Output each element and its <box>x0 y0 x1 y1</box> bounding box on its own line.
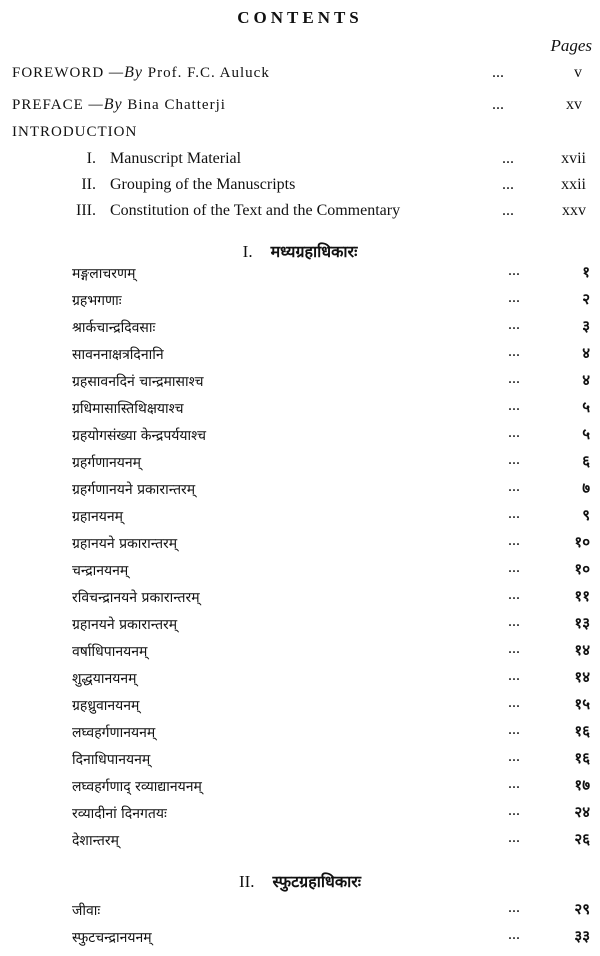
page-number: ५ <box>582 398 590 416</box>
leader-dots: ... <box>502 176 514 193</box>
page-number: ४ <box>582 371 590 389</box>
page-title: CONTENTS <box>237 8 363 27</box>
section-heading <box>0 870 600 892</box>
leader-dots: ... <box>508 532 520 549</box>
entry-title: वर्षाधिपानयनम् <box>72 644 148 660</box>
leader-dots: ... <box>508 289 520 306</box>
toc-entry <box>0 397 600 424</box>
entry-title: ग्रहसावनदिनं चान्द्रमासाश्च <box>72 374 204 390</box>
page-number: xxv <box>562 202 586 219</box>
introduction-item <box>0 150 600 174</box>
page-number: ७ <box>582 479 590 497</box>
leader-dots: ... <box>508 926 520 943</box>
leader-dots: ... <box>508 370 520 387</box>
leader-dots: ... <box>508 559 520 576</box>
entry-title: स्फुटचन्द्रानयनम् <box>72 930 152 946</box>
toc-entry <box>0 926 600 953</box>
page-number: xv <box>566 96 582 113</box>
page-number: २ <box>582 290 590 308</box>
page-number: v <box>574 64 582 81</box>
entry-title: रविचन्द्रानयने प्रकारान्तरम् <box>72 590 200 606</box>
leader-dots: ... <box>508 613 520 630</box>
page-number: १५ <box>574 695 590 713</box>
page-number: ११ <box>574 587 590 605</box>
section-heading <box>0 240 600 262</box>
entry-title: जीवाः <box>72 903 101 919</box>
section-title: स्फुटग्रहाधिकारः <box>272 872 362 891</box>
entry-title: रव्यादीनां दिनगतयः <box>72 806 167 822</box>
page-number: २९ <box>574 900 590 918</box>
leader-dots: ... <box>508 397 520 414</box>
leader-dots: ... <box>508 802 520 819</box>
leader-dots: ... <box>508 316 520 333</box>
page-number: १ <box>582 263 590 281</box>
page-number: ९ <box>582 506 590 524</box>
page-number: २६ <box>574 830 590 848</box>
toc-entry <box>0 667 600 694</box>
toc-entry <box>0 532 600 559</box>
item-number: III. <box>76 202 96 219</box>
leader-dots: ... <box>508 694 520 711</box>
page-number: १७ <box>574 776 590 794</box>
leader-dots: ... <box>508 451 520 468</box>
toc-entry <box>0 721 600 748</box>
leader-dots: ... <box>492 64 504 81</box>
toc-entry <box>0 559 600 586</box>
pages-column-label: Pages <box>550 36 592 55</box>
introduction-item <box>0 202 600 226</box>
entry-label: FOREWORD <box>12 65 105 81</box>
toc-entry <box>0 899 600 926</box>
section-number: I. <box>242 242 253 261</box>
toc-entry-preface <box>0 96 600 120</box>
page-number: xvii <box>561 150 586 167</box>
toc-entry <box>0 775 600 802</box>
entry-title: ग्रहर्गणानयने प्रकारान्तरम् <box>72 482 196 498</box>
page-number: १६ <box>574 749 590 767</box>
toc-entry <box>0 370 600 397</box>
leader-dots: ... <box>508 424 520 441</box>
leader-dots: ... <box>492 96 504 113</box>
page-number: १४ <box>574 641 590 659</box>
toc-entry <box>0 802 600 829</box>
page-number: २४ <box>574 803 590 821</box>
entry-title: शुद्धयानयनम् <box>72 671 137 687</box>
leader-dots: ... <box>508 775 520 792</box>
entry-title: ग्रहानयनम् <box>72 509 123 525</box>
page-number: ५ <box>582 425 590 443</box>
entry-title: ग्रहानयने प्रकारान्तरम् <box>72 617 178 633</box>
toc-entry <box>0 748 600 775</box>
entry-title: देशान्तरम् <box>72 833 119 849</box>
entry-title: श्रार्कचान्द्रदिवसाः <box>72 320 156 336</box>
leader-dots: ... <box>508 343 520 360</box>
leader-dots: ... <box>502 150 514 167</box>
entry-title: लघ्वहर्गणाद् रव्याद्यानयनम् <box>72 779 202 795</box>
entry-title: ग्रहर्गणानयनम् <box>72 455 141 471</box>
leader-dots: ... <box>502 202 514 219</box>
toc-entry <box>0 586 600 613</box>
page-number: १० <box>574 560 590 578</box>
entry-title: चन्द्रानयनम् <box>72 563 129 579</box>
entry-label: INTRODUCTION <box>12 124 138 140</box>
toc-entry <box>0 343 600 370</box>
leader-dots: ... <box>508 505 520 522</box>
entry-title: ग्रहानयने प्रकारान्तरम् <box>72 536 178 552</box>
toc-entry <box>0 451 600 478</box>
page-number: १४ <box>574 668 590 686</box>
page-number: १६ <box>574 722 590 740</box>
page-number: १० <box>574 533 590 551</box>
page-number: ३३ <box>574 927 590 945</box>
item-title: Grouping of the Manuscripts <box>110 176 296 193</box>
toc-entry <box>0 505 600 532</box>
entry-by: —By <box>88 96 123 113</box>
entry-title: दिनाधिपानयनम् <box>72 752 151 768</box>
entry-title: ग्रहयोगसंख्या केन्द्रपर्ययाश्च <box>72 428 206 444</box>
section-number: II. <box>238 872 255 891</box>
entry-by: —By <box>108 64 144 81</box>
leader-dots: ... <box>508 640 520 657</box>
toc-entry <box>0 262 600 289</box>
section-title: मध्यग्रहाधिकारः <box>270 242 358 261</box>
entry-title: ग्रहभगणाः <box>72 293 122 309</box>
item-title: Constitution of the Text and the Commentary <box>110 202 401 219</box>
page-number: ४ <box>582 344 590 362</box>
item-number: I. <box>86 150 96 167</box>
toc-entry <box>0 289 600 316</box>
leader-dots: ... <box>508 667 520 684</box>
page-number: ६ <box>582 452 590 470</box>
toc-entry-foreword <box>0 64 600 88</box>
toc-entry <box>0 316 600 343</box>
leader-dots: ... <box>508 586 520 603</box>
leader-dots: ... <box>508 478 520 495</box>
toc-entry <box>0 829 600 856</box>
leader-dots: ... <box>508 748 520 765</box>
entry-author: Prof. F.C. Auluck <box>147 65 270 81</box>
entry-title: ग्रहध्रुवानयनम् <box>72 698 140 714</box>
leader-dots: ... <box>508 721 520 738</box>
entry-title: सावननाक्षत्रदिनानि <box>72 347 164 363</box>
toc-entry <box>0 478 600 505</box>
page-number: १३ <box>574 614 590 632</box>
toc-entry <box>0 424 600 451</box>
leader-dots: ... <box>508 262 520 279</box>
introduction-item <box>0 176 600 200</box>
entry-title: ग्रधिमासास्तिथिक्षयाश्च <box>72 401 184 417</box>
leader-dots: ... <box>508 829 520 846</box>
item-title: Manuscript Material <box>110 150 242 167</box>
entry-title: लघ्वहर्गणानयनम् <box>72 725 156 741</box>
entry-author: Bina Chatterji <box>127 97 226 113</box>
toc-entry-introduction <box>0 124 600 148</box>
toc-entry <box>0 640 600 667</box>
entry-label: PREFACE <box>12 97 84 113</box>
leader-dots: ... <box>508 899 520 916</box>
item-number: II. <box>81 176 96 193</box>
toc-entry <box>0 694 600 721</box>
page-number: xxii <box>561 176 586 193</box>
page-number: ३ <box>582 317 590 335</box>
entry-title: मङ्गलाचरणम् <box>72 266 136 282</box>
toc-entry <box>0 613 600 640</box>
